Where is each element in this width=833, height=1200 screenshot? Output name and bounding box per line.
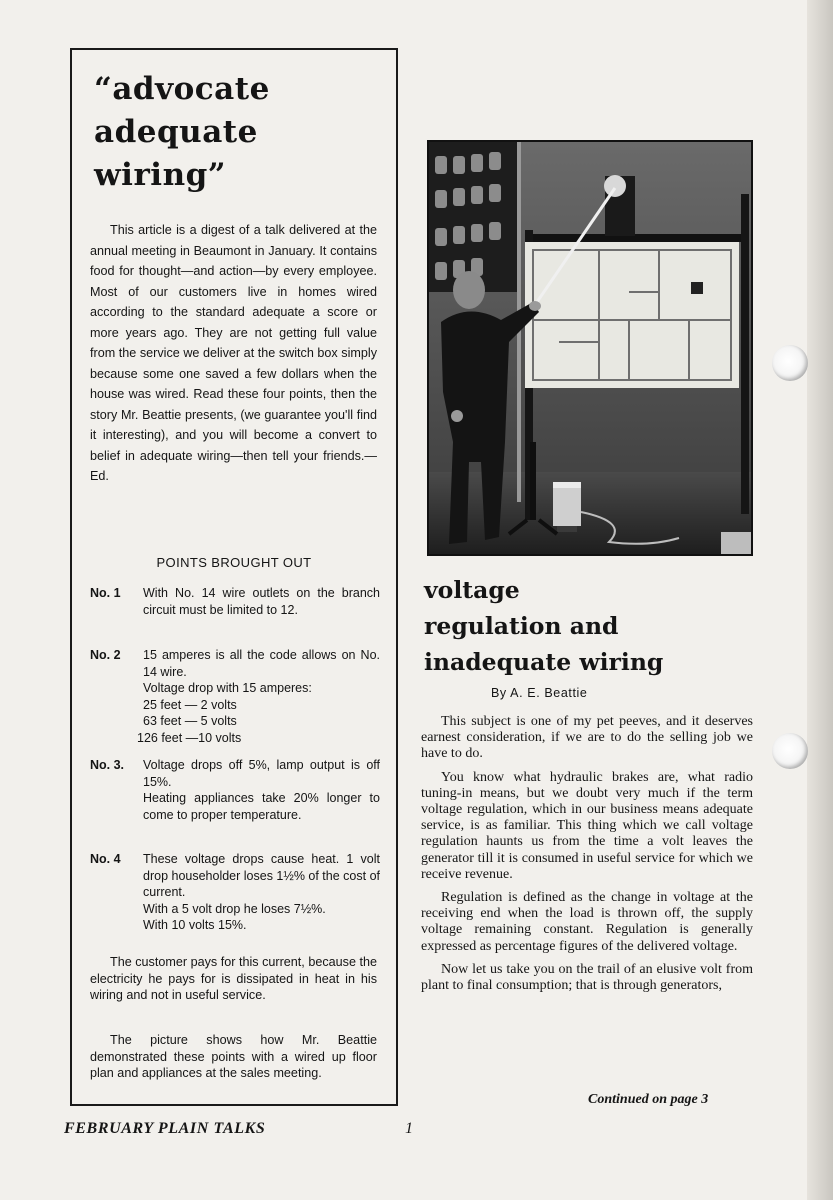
page-edge [807, 0, 833, 1200]
point-line: These voltage drops cause heat. 1 volt drop householder loses 1½% of the cost of current. [143, 852, 380, 899]
point-3 [90, 757, 380, 823]
point-1 [90, 585, 380, 618]
continued-note: Continued on page 3 [588, 1092, 709, 1107]
article-paragraph: Now let us take you on the trail of an elusive volt from plant to final consumption; that is through generators, [421, 961, 753, 994]
article-title-line: inadequate wiring [424, 648, 664, 676]
binder-hole-bottom [772, 733, 808, 769]
article-body [421, 714, 753, 1001]
point-2 [90, 647, 380, 746]
demonstration-photo [427, 140, 753, 556]
photo-illustration [429, 142, 751, 554]
point-line: With a 5 volt drop he loses 7½%. [143, 901, 326, 916]
article-paragraph: You know what hydraulic brakes are, what radio tuning-in means, but we doubt very much if the term voltage regulation, which in our business means adequate service, is as familiar. This thing which we call voltage regulation haunts us from the time a volt leaves the generator till it is consumed in useful service for which we receive revenue. [421, 769, 753, 882]
point-line: Voltage drops off 5%, lamp output is off 15%. [143, 758, 380, 789]
sidebar-box [70, 48, 398, 1106]
point-line: 15 amperes is all the code allows on No. 14 wire. [143, 648, 380, 679]
byline: By A. E. Beattie [491, 686, 588, 700]
point-number: No. 1 [90, 586, 121, 600]
point-number: No. 3. [90, 758, 125, 772]
headline-line: adequate [94, 114, 258, 150]
footer-page-number: 1 [405, 1120, 413, 1137]
point-number: No. 4 [90, 852, 121, 866]
closing-paragraph-2: The picture shows how Mr. Beattie demonstrated these points with a wired up floor plan and appliances at the sales meeting. [90, 1033, 377, 1081]
headline-line: wiring” [94, 157, 227, 193]
binder-hole-top [772, 345, 808, 381]
point-line: 63 feet — 5 volts [143, 714, 237, 728]
article-paragraph: This subject is one of my pet peeves, and it deserves earnest consideration, if we are to do the selling job we have to do. [421, 714, 753, 762]
headline-line: “advocate [94, 71, 270, 107]
sidebar-headline [94, 68, 270, 197]
point-line: Voltage drop with 15 amperes: [143, 681, 312, 695]
article-paragraph: Regulation is defined as the change in voltage at the receiving end when the load is thrown off, the supply voltage remaining constant. Regulation is generally expressed as percentage figures of the delivered voltage. [421, 890, 753, 954]
article-title-line: voltage [424, 576, 520, 604]
point-line: 126 feet —10 volts [137, 730, 242, 745]
point-line: Heating appliances take 20% longer to come to proper temperature. [143, 791, 380, 822]
point-4 [90, 851, 380, 934]
article-title [424, 572, 663, 680]
point-line: With 10 volts 15%. [143, 918, 247, 932]
point-line: With No. 14 wire outlets on the branch circuit must be limited to 12. [143, 586, 380, 617]
points-heading: POINTS BROUGHT OUT [156, 555, 312, 570]
closing-paragraph-1: The customer pays for this current, because the electricity he pays for is dissipated in heat in his wiring and not in useful service. [90, 955, 377, 1003]
point-number: No. 2 [90, 648, 121, 662]
article-title-line: regulation and [424, 612, 619, 640]
point-line: 25 feet — 2 volts [143, 697, 237, 712]
intro-paragraph: This article is a digest of a talk delivered at the annual meeting in Beaumont in January. It contains food for thought—and action—by every employee. Most of our customers live in homes wired according to the standard adequate a score or more years ago. They are not getting full value from the service we deliver at the switch box simply because some one saved a few dollars when the house was wired. Read these four points, then the story Mr. Beattie presents, (we guarantee you'll find it interesting), and you will become a convert to belief in adequate wiring—then tell your friends.—Ed. [90, 223, 377, 483]
footer-publication: FEBRUARY PLAIN TALKS [64, 1120, 266, 1137]
